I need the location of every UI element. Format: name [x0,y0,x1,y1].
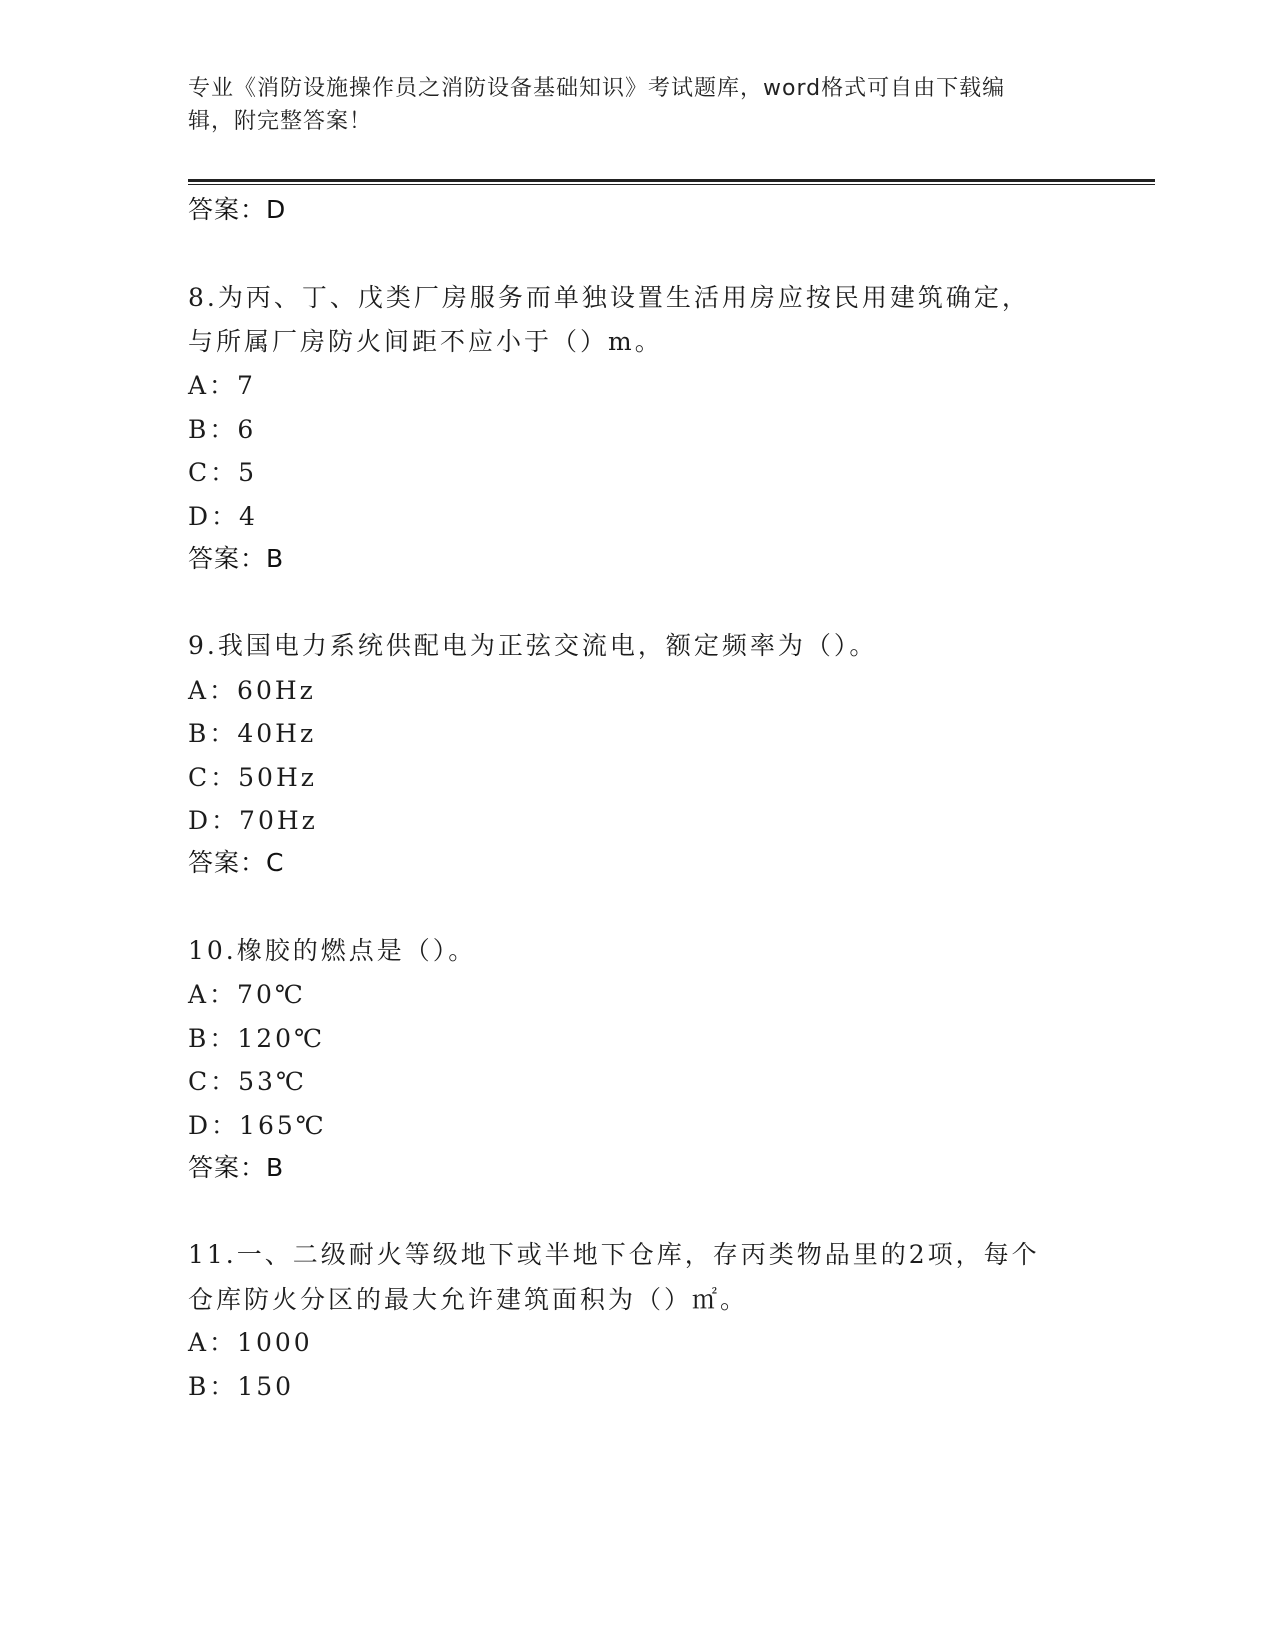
question-8-option-d: D：4 [188,502,258,531]
question-10-option-d: D：165℃ [188,1111,327,1140]
document-header [188,72,1068,138]
header-divider-thick [188,179,1155,182]
question-9-option-c: C：50Hz [188,763,317,792]
question-8-option-c: C：5 [188,458,258,487]
question-10-text: 10.橡胶的燃点是（）。 [188,936,477,965]
question-8-answer: 答案：B [188,544,285,573]
question-9-option-d: D：70Hz [188,806,318,835]
question-9-text: 9.我国电力系统供配电为正弦交流电，额定频率为（）。 [188,631,878,660]
header-line-1: 专业《消防设施操作员之消防设备基础知识》考试题库，word格式可自由下载编 [188,76,1006,101]
question-11-text-line-1: 11.一、二级耐火等级地下或半地下仓库，存丙类物品里的2项，每个 [188,1240,1040,1269]
question-8-option-a: A：7 [188,371,256,400]
header-line-2: 辑，附完整答案！ [188,109,373,134]
question-11-option-b: B：150 [188,1372,295,1401]
question-10-option-b: B：120℃ [188,1024,326,1053]
question-8-text-line-2: 与所属厂房防火间距不应小于（）m。 [188,327,663,356]
question-10-answer: 答案：B [188,1153,285,1182]
question-11-text-line-2: 仓库防火分区的最大允许建筑面积为（）㎡。 [188,1285,749,1314]
question-9-answer: 答案：C [188,848,285,877]
question-10-option-c: C：53℃ [188,1067,307,1096]
answer-previous: 答案：D [188,195,287,224]
question-9-option-a: A：60Hz [188,676,316,705]
question-10-option-a: A：70℃ [188,980,306,1009]
question-11-option-a: A：1000 [188,1328,313,1357]
question-8-option-b: B：6 [188,415,257,444]
question-8-text-line-1: 8.为丙、丁、戊类厂房服务而单独设置生活用房应按民用建筑确定， [188,283,1030,312]
header-divider-thin [188,184,1155,185]
question-9-option-b: B：40Hz [188,719,317,748]
